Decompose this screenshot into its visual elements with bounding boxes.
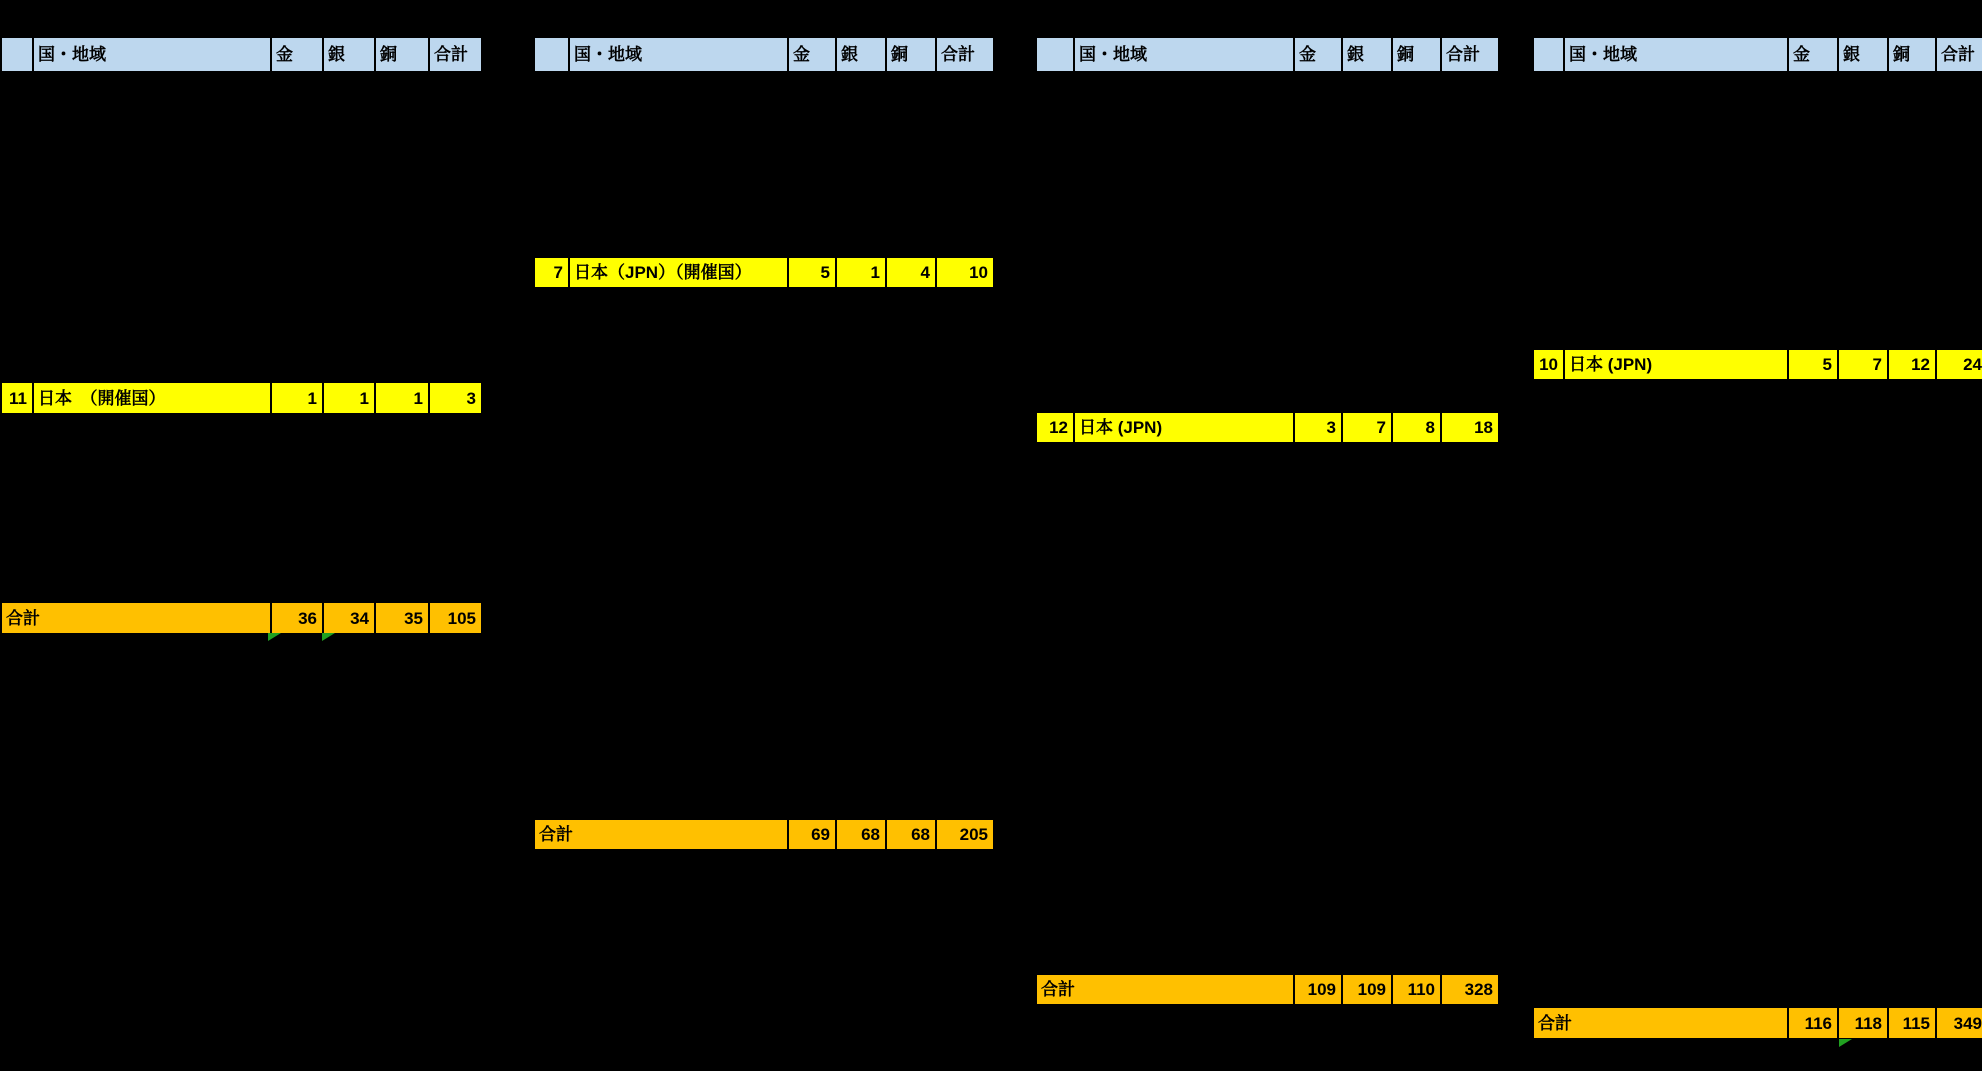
error-indicator-icon [1839,1039,1852,1047]
bronze-cell[interactable]: 8 [1393,413,1442,442]
total-cell[interactable]: 3 [430,383,483,413]
medal-table-2-japan-row [533,258,995,287]
total-silver-cell[interactable]: 109 [1343,975,1393,1004]
total-bronze-cell[interactable]: 68 [887,820,937,849]
total-gold-cell[interactable]: 69 [789,820,837,849]
total-bronze-cell[interactable]: 115 [1889,1008,1937,1038]
header-cell-total[interactable]: 合計 [1442,38,1500,71]
total-label-cell[interactable]: 合計 [535,820,789,849]
medal-table-4-total-row [1532,1008,1982,1038]
silver-cell[interactable]: 1 [837,258,887,287]
header-cell-gold[interactable]: 金 [1789,38,1839,71]
medal-table-3-header-row [1035,38,1500,71]
header-cell-total[interactable]: 合計 [430,38,483,71]
header-cell-bronze[interactable]: 銅 [1393,38,1442,71]
header-cell-gold[interactable]: 金 [789,38,837,71]
gold-cell[interactable]: 5 [789,258,837,287]
header-cell-silver[interactable]: 銀 [1839,38,1889,71]
header-cell-country[interactable]: 国・地域 [570,38,789,71]
rank-cell[interactable]: 12 [1037,413,1075,442]
header-cell-bronze[interactable]: 銅 [376,38,430,71]
total-cell[interactable]: 10 [937,258,995,287]
header-cell-rank[interactable] [1534,38,1565,71]
header-cell-bronze[interactable]: 銅 [1889,38,1937,71]
total-silver-cell[interactable]: 68 [837,820,887,849]
header-cell-rank[interactable] [1037,38,1075,71]
total-label-cell[interactable]: 合計 [2,603,272,633]
silver-cell[interactable]: 1 [324,383,376,413]
medal-table-1-header-row [0,38,483,71]
header-cell-country[interactable]: 国・地域 [1565,38,1789,71]
silver-cell[interactable]: 7 [1343,413,1393,442]
country-cell[interactable]: 日本 (JPN) [1565,350,1789,379]
header-cell-silver[interactable]: 銀 [1343,38,1393,71]
medal-table-4-header-row [1532,38,1982,71]
total-silver-cell[interactable]: 118 [1839,1008,1889,1038]
header-cell-silver[interactable]: 銀 [837,38,887,71]
total-cell[interactable]: 18 [1442,413,1500,442]
medal-table-1-total-row [0,603,483,633]
total-total-cell[interactable]: 328 [1442,975,1500,1004]
medal-table-4-japan-row [1532,350,1982,379]
total-bronze-cell[interactable]: 110 [1393,975,1442,1004]
header-cell-country[interactable]: 国・地域 [1075,38,1295,71]
gold-cell[interactable]: 3 [1295,413,1343,442]
bronze-cell[interactable]: 12 [1889,350,1937,379]
rank-cell[interactable]: 7 [535,258,570,287]
total-label-cell[interactable]: 合計 [1037,975,1295,1004]
error-indicator-icon [268,633,281,641]
total-silver-cell[interactable]: 34 [324,603,376,633]
total-bronze-cell[interactable]: 35 [376,603,430,633]
header-cell-total[interactable]: 合計 [1937,38,1982,71]
medal-table-1-japan-row [0,383,483,413]
silver-cell[interactable]: 7 [1839,350,1889,379]
bronze-cell[interactable]: 4 [887,258,937,287]
total-gold-cell[interactable]: 36 [272,603,324,633]
gold-cell[interactable]: 5 [1789,350,1839,379]
header-cell-rank[interactable] [2,38,34,71]
header-cell-bronze[interactable]: 銅 [887,38,937,71]
medal-table-2-header-row [533,38,995,71]
total-total-cell[interactable]: 349 [1937,1008,1982,1038]
rank-cell[interactable]: 10 [1534,350,1565,379]
rank-cell[interactable]: 11 [2,383,34,413]
total-total-cell[interactable]: 105 [430,603,483,633]
medal-table-3-total-row [1035,975,1500,1004]
header-cell-silver[interactable]: 銀 [324,38,376,71]
bronze-cell[interactable]: 1 [376,383,430,413]
gold-cell[interactable]: 1 [272,383,324,413]
country-cell[interactable]: 日本（JPN）（開催国） [570,258,789,287]
medal-table-2-total-row [533,820,995,849]
country-cell[interactable]: 日本 (JPN) [1075,413,1295,442]
error-indicator-icon [322,633,335,641]
total-total-cell[interactable]: 205 [937,820,995,849]
header-cell-total[interactable]: 合計 [937,38,995,71]
total-gold-cell[interactable]: 109 [1295,975,1343,1004]
total-gold-cell[interactable]: 116 [1789,1008,1839,1038]
country-cell[interactable]: 日本 （開催国） [34,383,272,413]
header-cell-country[interactable]: 国・地域 [34,38,272,71]
header-cell-rank[interactable] [535,38,570,71]
total-cell[interactable]: 24 [1937,350,1982,379]
total-label-cell[interactable]: 合計 [1534,1008,1789,1038]
header-cell-gold[interactable]: 金 [1295,38,1343,71]
medal-table-3-japan-row [1035,413,1500,442]
header-cell-gold[interactable]: 金 [272,38,324,71]
